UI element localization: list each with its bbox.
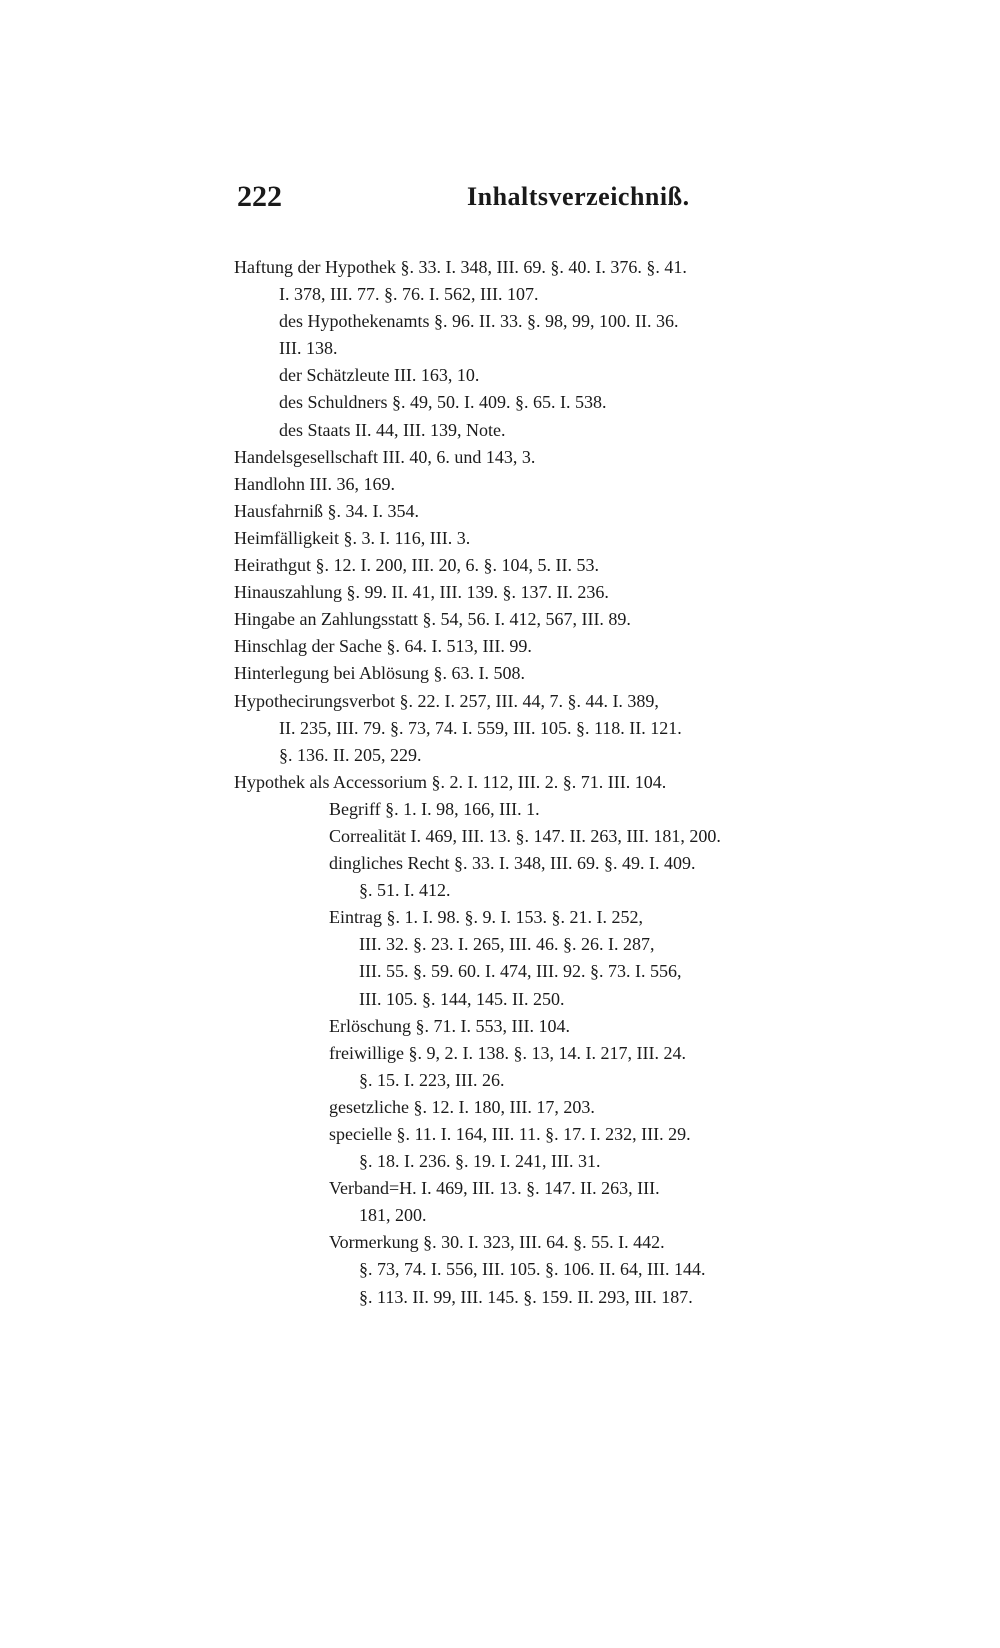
index-subentry: §. 15. I. 223, III. 26.	[359, 1069, 505, 1090]
index-subentry: Erlöschung §. 71. I. 553, III. 104.	[329, 1015, 570, 1036]
index-subentry: der Schätzleute III. 163, 10.	[279, 365, 480, 386]
index-entry: Hingabe an Zahlungsstatt §. 54, 56. I. 412, 567, III. 89.	[234, 609, 631, 630]
index-entry: Hypothecirungsverbot §. 22. I. 257, III. 44, 7. §. 44. I. 389,	[234, 690, 659, 711]
index-entry: Handelsgesellschaft III. 40, 6. und 143, 3.	[234, 446, 536, 467]
index-subentry: I. 378, III. 77. §. 76. I. 562, III. 107.	[279, 284, 539, 305]
index-entry: Hinschlag der Sache §. 64. I. 513, III. 99.	[234, 636, 532, 657]
page-number: 222	[237, 180, 282, 213]
index-subentry: Begriff §. 1. I. 98, 166, III. 1.	[329, 798, 540, 819]
index-entry: Hinauszahlung §. 99. II. 41, III. 139. §. 137. II. 236.	[234, 582, 609, 603]
index-subentry: Verband=H. I. 469, III. 13. §. 147. II. 263, III.	[329, 1178, 660, 1199]
index-subentry: III. 105. §. 144, 145. II. 250.	[359, 988, 565, 1009]
index-subentry: Vormerkung §. 30. I. 323, III. 64. §. 55. I. 442.	[329, 1232, 665, 1253]
index-entry: Hinterlegung bei Ablösung §. 63. I. 508.	[234, 663, 525, 684]
index-subentry: 181, 200.	[359, 1205, 427, 1226]
index-subentry: des Schuldners §. 49, 50. I. 409. §. 65. I. 538.	[279, 392, 607, 413]
index-subentry: freiwillige §. 9, 2. I. 138. §. 13, 14. I. 217, III. 24.	[329, 1042, 686, 1063]
running-title: Inhaltsverzeichniß.	[467, 182, 690, 211]
index-entry: Haftung der Hypothek §. 33. I. 348, III. 69. §. 40. I. 376. §. 41.	[234, 257, 687, 277]
index-subentry: Correalität I. 469, III. 13. §. 147. II. 263, III. 181, 200.	[329, 825, 721, 846]
index-subentry: Eintrag §. 1. I. 98. §. 9. I. 153. §. 21. I. 252,	[329, 907, 643, 928]
index-subentry: II. 235, III. 79. §. 73, 74. I. 559, III. 105. §. 118. II. 121.	[279, 717, 682, 738]
index-entry: Heirathgut §. 12. I. 200, III. 20, 6. §. 104, 5. II. 53.	[234, 555, 599, 576]
index-subentry: §. 73, 74. I. 556, III. 105. §. 106. II. 64, III. 144.	[359, 1259, 706, 1280]
index-entry: Handlohn III. 36, 169.	[234, 473, 395, 494]
index-entry: Hypothek als Accessorium §. 2. I. 112, III. 2. §. 71. III. 104.	[234, 771, 667, 792]
index-subentry: des Hypothekenamts §. 96. II. 33. §. 98, 99, 100. II. 36.	[279, 311, 679, 332]
index-entry: Heimfälligkeit §. 3. I. 116, III. 3.	[234, 527, 471, 548]
index-subentry: des Staats II. 44, III. 139, Note.	[279, 419, 506, 440]
index-subentry: III. 55. §. 59. 60. I. 474, III. 92. §. 73. I. 556,	[359, 961, 682, 982]
index-subentry: III. 32. §. 23. I. 265, III. 46. §. 26. I. 287,	[359, 934, 655, 955]
index-subentry: §. 136. II. 205, 229.	[279, 744, 422, 765]
index-subentry: III. 138.	[279, 338, 338, 359]
index-subentry: §. 51. I. 412.	[359, 880, 451, 901]
index-list	[234, 254, 894, 1311]
index-subentry: §. 113. II. 99, III. 145. §. 159. II. 293, III. 187.	[359, 1286, 693, 1307]
index-subentry: gesetzliche §. 12. I. 180, III. 17, 203.	[329, 1096, 595, 1117]
index-subentry: dingliches Recht §. 33. I. 348, III. 69. §. 49. I. 409.	[329, 853, 696, 874]
index-subentry: specielle §. 11. I. 164, III. 11. §. 17. I. 232, III. 29.	[329, 1124, 691, 1144]
index-subentry: §. 18. I. 236. §. 19. I. 241, III. 31.	[359, 1151, 601, 1172]
page-header	[237, 180, 887, 220]
index-entry: Hausfahrniß §. 34. I. 354.	[234, 500, 419, 521]
